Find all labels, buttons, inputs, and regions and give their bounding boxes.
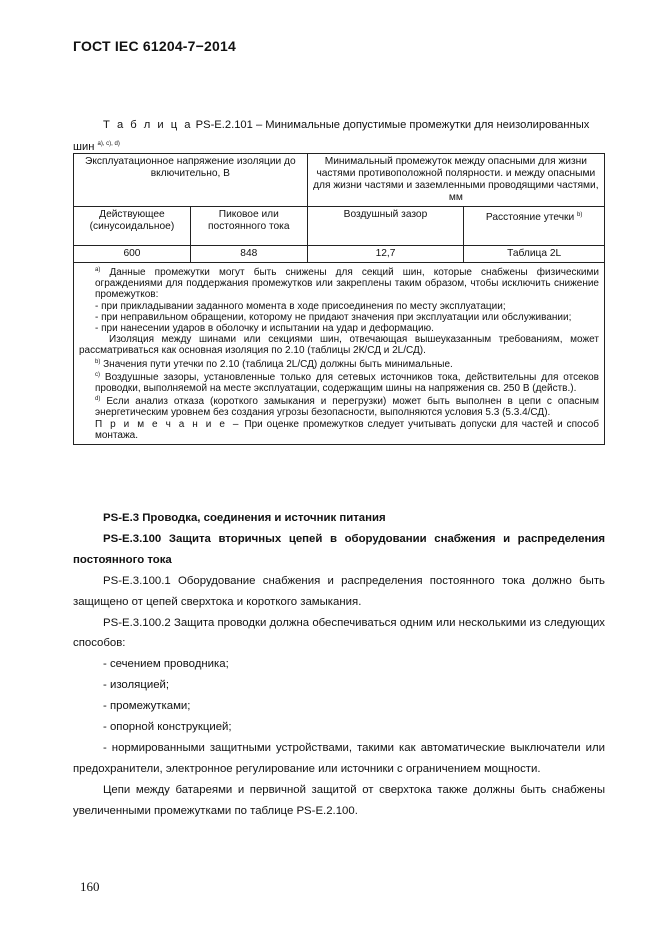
document-header: ГОСТ IEC 61204-7−2014: [73, 38, 236, 54]
header-creep-cell: [464, 207, 605, 246]
header-peak-cell: [190, 207, 307, 246]
header-voltage-cell: [74, 154, 308, 207]
note-d-text: Если анализ отказа (короткого замыкания и перегрузки) может быть выполнен в цепи с опасным энергетическим уровнем без создания угрозы безопасности, выполняются условия 5.3 (5.3.4/СД).: [95, 396, 600, 419]
header-rms: Действующее (синусоидальное): [89, 209, 175, 232]
list-item: - сечением проводника;: [103, 658, 229, 671]
list-item: - нормированными защитными устройствами, такими как автоматические выключатели или предохранители, электронное регулирование или источники с ограничением мощности.: [73, 741, 605, 775]
caption-refs: a), c), d): [97, 141, 120, 147]
table-caption: [73, 116, 601, 157]
clearance-table: [73, 153, 605, 445]
note-a-item-3: - при нанесении ударов в оболочку и испытании на удар и деформацию.: [95, 323, 434, 335]
cell-air: 12,7: [307, 246, 464, 263]
list-item: - промежутками;: [103, 700, 191, 713]
note-d-ref: d): [95, 396, 101, 403]
header-rms-cell: [74, 207, 191, 246]
table-subheader-row: [74, 207, 605, 246]
remark-word: П р и м е ч а н и е –: [95, 418, 241, 430]
header-peak: Пиковое или постоянного тока: [208, 209, 290, 232]
cell-rms: 600: [74, 246, 191, 263]
note-c-text: Воздушные зазоры, установленные только для сетевых источников тока, действительны для отсеков проводки, выполняемой на месте эксплуатации, содержащим шины на напряжения св. 250 В (действ.).: [95, 371, 599, 395]
remark-text: При оценке промежутков следует учитывать допуски для частей и способ монтажа.: [95, 418, 599, 441]
note-b-ref: b): [95, 358, 101, 365]
table-row: [74, 246, 605, 263]
paragraph-e3100-2: PS-E.3.100.2 Защита проводки должна обеспечиваться одним или несколькими из следующих способов:: [73, 616, 605, 650]
header-air-cell: [307, 207, 464, 246]
section-heading-e3100: PS-E.3.100 Защита вторичных цепей в оборудовании снабжения и распределения постоянного тока: [73, 532, 605, 566]
cell-creep: Таблица 2L: [464, 246, 605, 263]
table-notes: [74, 263, 605, 445]
note-a-item-2: - при неправильном обращении, которому не придают значения при эксплуатации или обслуживании;: [95, 311, 572, 323]
header-creep-ref: b): [577, 212, 583, 218]
note-a-text: Данные промежутки могут быть снижены для секций шин, которые снабжены физическими ограждениями для поддержания промежутков или закреплены таким образом, чтобы исключить снижение промежутков:: [95, 267, 599, 301]
list-item: - изоляцией;: [103, 679, 170, 692]
header-air: Воздушный зазор: [343, 209, 428, 220]
header-voltage: Эксплуатационное напряжение изоляции до включительно, В: [85, 156, 296, 179]
header-clearance: Минимальный промежуток между опасными для жизни частями противоположной полярности. и между опасными для жизни частями и заземленными проводящими частями, мм: [313, 156, 599, 203]
table-header-row: [74, 154, 605, 207]
note-a-item-1: - при прикладывании заданного момента в ходе присоединения по месту эксплуатации;: [95, 300, 506, 312]
list-item: - опорной конструкцией;: [103, 721, 232, 734]
cell-peak: 848: [190, 246, 307, 263]
header-creep: Расстояние утечки: [485, 212, 575, 223]
section-heading-e3: PS-E.3 Проводка, соединения и источник питания: [103, 512, 386, 524]
caption-text: PS-E.2.101 – Минимальные допустимые промежутки для неизолированных: [195, 119, 590, 131]
table-notes-row: [74, 263, 605, 445]
paragraph-batteries: Цепи между батареями и первичной защитой от сверхтока также должны быть снабжены увеличенными промежутками по таблице PS-E.2.100.: [73, 783, 605, 817]
body-text: [73, 508, 605, 822]
note-b-text: Значения пути утечки по 2.10 (таблица 2L/СД) должны быть минимальные.: [103, 358, 453, 370]
note-a-ref: a): [95, 267, 101, 273]
paragraph-e3100-1: PS-E.3.100.1 Оборудование снабжения и распределения постоянного тока должно быть защищено от цепей сверхтока и короткого замыкания.: [73, 574, 605, 608]
page-number: 160: [80, 879, 100, 894]
caption-table-word: Т а б л и ц а: [103, 119, 193, 131]
header-clearance-cell: [307, 154, 604, 207]
note-a-tail: Изоляция между шинами или секциями шин, отвечающая вышеуказанным требованиям, может рассматриваться как основная изоляция по 2.10 (таблицы 2К/СД и 2L/СД).: [79, 334, 599, 357]
caption-line2: шин: [73, 141, 95, 153]
note-c-ref: c): [95, 371, 100, 378]
